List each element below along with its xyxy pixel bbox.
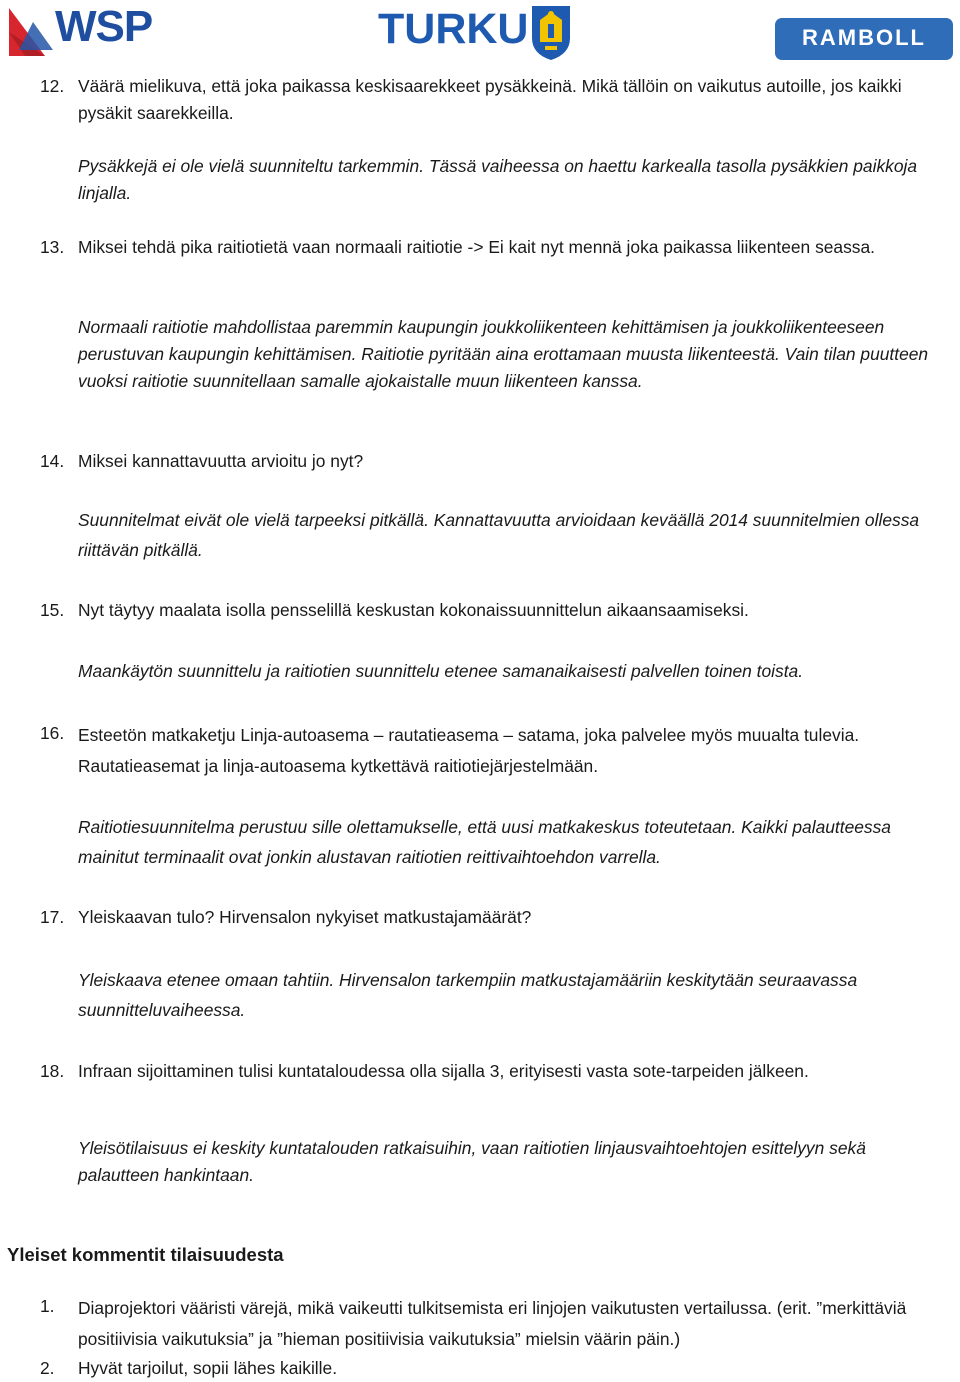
turku-coat-of-arms-icon xyxy=(528,2,574,62)
wsp-logo-text: WSP xyxy=(55,2,153,51)
answer-text: Yleiskaava etenee omaan tahtiin. Hirvensalon tarkempiin matkustajamääriin keskitytään seuraavassa suunnitteluvaiheessa. xyxy=(78,970,858,1020)
answer-text: Raitiotiesuunnitelma perustuu sille olettamukselle, että uusi matkakeskus toteutetaan. Kaikki palautteessa mainitut terminaalit ovat jonkin alustavan raitiotien reittivaihtoehdon varrella. xyxy=(78,817,891,867)
question-text: Nyt täytyy maalata isolla pensselillä keskustan kokonaissuunnittelun aikaansaamiseksi. xyxy=(78,600,749,620)
page-header xyxy=(0,0,960,64)
answer-text: Normaali raitiotie mahdollistaa paremmin kaupungin joukkoliikenteen kehittämisen ja joukkoliikenteeseen perustuvan kaupungin kehittämisen. Raitiotie pyritään aina erottamaan muusta liikenteestä. Vain tilan puutteen vuoksi raitiotie suunnitellaan samalle ajokaistalle muun liikenteen kanssa. xyxy=(78,317,929,391)
item-number: 15. xyxy=(40,600,65,620)
answer-text: Suunnitelmat eivät ole vielä tarpeeksi pitkällä. Kannattavuutta arvioidaan keväällä 2014 suunnitelmien ollessa riittävän pitkällä. xyxy=(78,510,920,560)
question-text: Miksei kannattavuutta arvioitu jo nyt? xyxy=(78,451,364,471)
item-number: 16. xyxy=(40,723,65,743)
question-text: Infraan sijoittaminen tulisi kuntataloudessa olla sijalla 3, erityisesti vasta sote-tarpeiden jälkeen. xyxy=(78,1061,809,1081)
answer-text: Yleisötilaisuus ei keskity kuntatalouden ratkaisuihin, vaan raitiotien linjausvaihtoehtojen esittelyyn sekä palautteen hankintaan. xyxy=(78,1138,866,1185)
item-number: 17. xyxy=(40,907,65,927)
item-number: 14. xyxy=(40,451,65,471)
comment-text: Diaprojektori vääristi värejä, mikä vaikeutti tulkitsemista eri linjojen vaikutusten vertailussa. (erit. ”merkittäviä positiivisia vaikutuksia” ja ”hieman positiivisia vaikutuksia” mielsin väärin päin.) xyxy=(78,1298,907,1349)
question-text: Esteetön matkaketju Linja-autoasema – rautatieasema – satama, joka palvelee myös muualta tulevia. Rautatieasemat ja linja-autoasema kytkettävä raitiotiejärjestelmään. xyxy=(78,725,860,776)
answer-text: Maankäytön suunnittelu ja raitiotien suunnittelu etenee samanaikaisesti palvellen toinen toista. xyxy=(78,661,804,681)
question-text: Väärä mielikuva, että joka paikassa keskisaarekkeet pysäkkeinä. Mikä tällöin on vaikutus autoille, jos kaikki pysäkit saarekkeilla. xyxy=(78,76,902,123)
section-heading: Yleiset kommentit tilaisuudesta xyxy=(7,1244,284,1265)
ramboll-logo xyxy=(775,18,953,60)
question-text: Miksei tehdä pika raitiotietä vaan normaali raitiotie -> Ei kait nyt mennä joka paikassa liikenteen seassa. xyxy=(78,237,875,257)
ramboll-logo-text: RAMBOLL xyxy=(802,25,926,50)
item-number: 13. xyxy=(40,237,65,257)
wsp-logo xyxy=(5,2,190,60)
item-number: 12. xyxy=(40,76,65,96)
item-number: 1. xyxy=(40,1296,55,1316)
turku-logo xyxy=(378,2,588,62)
comment-text: Hyvät tarjoilut, sopii lähes kaikille. xyxy=(78,1358,338,1378)
item-number: 18. xyxy=(40,1061,65,1081)
turku-logo-text: TURKU xyxy=(378,5,529,53)
wsp-logo-mark-icon xyxy=(5,2,55,60)
question-text: Yleiskaavan tulo? Hirvensalon nykyiset matkustajamäärät? xyxy=(78,907,532,927)
item-number: 2. xyxy=(40,1358,55,1378)
answer-text: Pysäkkejä ei ole vielä suunniteltu tarkemmin. Tässä vaiheessa on haettu karkealla tasolla pysäkkien paikkoja linjalla. xyxy=(78,156,918,203)
